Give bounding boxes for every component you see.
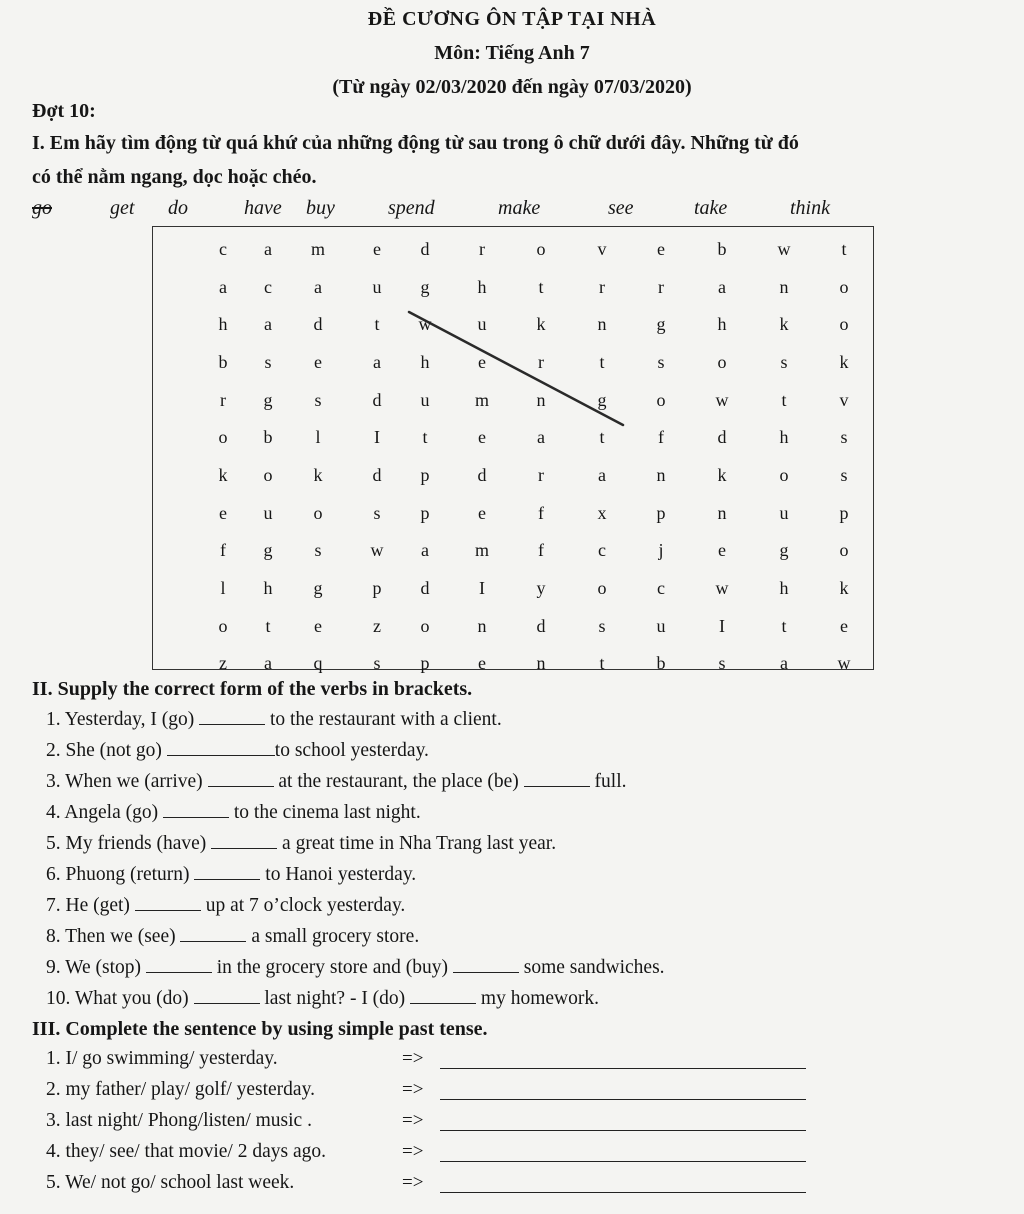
grid-cell: b (218, 352, 228, 372)
grid-cell: r (220, 390, 226, 410)
grid-cell: e (478, 352, 486, 372)
section1-instruction-cont: có thể nằm ngang, dọc hoặc chéo. (32, 166, 317, 188)
answer-line[interactable] (440, 1130, 806, 1131)
answer-blank[interactable] (163, 801, 229, 818)
grid-cell: g (656, 314, 666, 334)
grid-cell: l (220, 578, 226, 598)
question-item (46, 801, 421, 824)
sentence-prompt: 1. I/ go swimming/ yesterday. (46, 1048, 278, 1069)
answer-blank[interactable] (410, 987, 476, 1004)
grid-cell: w (715, 390, 729, 410)
grid-cell: c (598, 540, 606, 560)
document-title: ĐỀ CƯƠNG ÔN TẬP TẠI NHÀ (367, 8, 657, 30)
verb-word: buy (306, 197, 335, 219)
grid-cell: d (477, 465, 487, 485)
answer-line[interactable] (440, 1192, 806, 1193)
grid-cell: h (218, 314, 228, 334)
grid-cell: p (420, 465, 430, 485)
grid-cell: w (715, 578, 729, 598)
grid-cell: w (370, 540, 384, 560)
grid-cell: I (374, 427, 380, 447)
grid-cell: p (420, 503, 430, 523)
verb-word: get (110, 197, 135, 219)
question-item (46, 987, 599, 1010)
grid-cell: u (656, 616, 666, 636)
grid-cell: d (536, 616, 546, 636)
grid-cell: I (719, 616, 725, 636)
grid-cell: v (839, 390, 849, 410)
arrow-marker: => (402, 1079, 424, 1100)
batch-label: Đợt 10: (32, 100, 96, 122)
question-text: 6. Phuong (return) (46, 864, 195, 885)
grid-cell: v (597, 239, 607, 259)
grid-cell: k (717, 465, 727, 485)
grid-cell: h (263, 578, 273, 598)
grid-cell: e (840, 616, 848, 636)
grid-cell: a (421, 540, 429, 560)
section1-instruction: I. Em hãy tìm động từ quá khứ của những động từ sau trong ô chữ dưới đây. Những từ đó (32, 132, 799, 154)
question-text: to school yesterday. (274, 740, 429, 761)
grid-cell: d (717, 427, 727, 447)
sentence-prompt: 2. my father/ play/ golf/ yesterday. (46, 1079, 315, 1100)
grid-cell: g (263, 540, 273, 560)
grid-cell: w (418, 314, 432, 334)
grid-cell: c (264, 277, 272, 297)
word-search-grid (152, 226, 874, 673)
grid-cell: m (474, 390, 489, 410)
grid-cell: o (313, 503, 323, 523)
verb-word: see (608, 197, 634, 219)
grid-cell: p (656, 503, 666, 523)
grid-cell: d (420, 578, 430, 598)
sentence-prompt: 3. last night/ Phong/listen/ music . (46, 1110, 312, 1131)
grid-cell: a (373, 352, 381, 372)
grid-cell: u (420, 390, 430, 410)
verb-word: go (32, 197, 52, 219)
grid-cell: a (219, 277, 227, 297)
grid-cell: f (658, 427, 664, 447)
grid-cell: g (420, 277, 430, 297)
question-item (46, 894, 405, 917)
grid-cell: s (314, 540, 322, 560)
question-text: to the restaurant with a client. (265, 709, 502, 730)
grid-cell: o (597, 578, 607, 598)
question-text: some sandwiches. (518, 957, 665, 978)
grid-cell: u (477, 314, 487, 334)
grid-cell: o (779, 465, 789, 485)
grid-cell: n (536, 653, 546, 673)
grid-cell: s (718, 653, 726, 673)
grid-cell: t (599, 352, 605, 372)
grid-cell: p (420, 653, 430, 673)
grid-cell: p (372, 578, 382, 598)
grid-cell: n (477, 616, 487, 636)
grid-cell: y (536, 578, 546, 598)
grid-cell: d (372, 465, 382, 485)
grid-cell: m (474, 540, 489, 560)
question-text: in the grocery store and (buy) (211, 957, 453, 978)
verb-word: think (790, 197, 830, 219)
answer-blank[interactable] (194, 987, 260, 1004)
grid-cell: z (373, 616, 381, 636)
grid-cell: n (656, 465, 666, 485)
grid-cell: f (538, 540, 544, 560)
question-text: 7. He (get) (46, 895, 135, 916)
question-item (46, 739, 429, 762)
grid-cell: o (839, 540, 849, 560)
question-text: to Hanoi yesterday. (260, 864, 417, 885)
grid-cell: t (374, 314, 380, 334)
grid-cell: o (218, 616, 228, 636)
arrow-marker: => (402, 1141, 424, 1162)
grid-cell: t (781, 390, 787, 410)
grid-cell: a (264, 653, 272, 673)
grid-cell: n (597, 314, 607, 334)
grid-cell: s (373, 653, 381, 673)
sentence-prompt: 4. they/ see/ that movie/ 2 days ago. (46, 1141, 326, 1162)
grid-cell: h (477, 277, 487, 297)
verb-word: have (244, 197, 282, 219)
grid-cell: e (314, 616, 322, 636)
grid-cell: t (599, 427, 605, 447)
section3-heading: III. Complete the sentence by using simple past tense. (32, 1018, 488, 1040)
grid-cell: w (837, 653, 851, 673)
grid-cell: a (718, 277, 726, 297)
grid-cell: k (313, 465, 323, 485)
grid-cell: a (537, 427, 545, 447)
question-text: my homework. (476, 988, 599, 1009)
grid-cell: k (839, 578, 849, 598)
question-item (46, 708, 502, 731)
grid-cell: u (372, 277, 382, 297)
grid-cell: r (538, 352, 544, 372)
grid-cell: s (780, 352, 788, 372)
grid-cell: r (538, 465, 544, 485)
grid-cell: r (479, 239, 485, 259)
grid-cell: w (777, 239, 791, 259)
grid-cell: o (839, 277, 849, 297)
grid-cell: o (656, 390, 666, 410)
question-text: 2. She (not go) (46, 740, 167, 761)
grid-cell: f (220, 540, 226, 560)
grid-cell: t (781, 616, 787, 636)
answer-blank[interactable] (524, 770, 590, 787)
grid-cell: e (219, 503, 227, 523)
grid-cell: o (420, 616, 430, 636)
grid-cell: I (479, 578, 485, 598)
grid-cell: o (536, 239, 546, 259)
grid-cell: s (264, 352, 272, 372)
grid-cell: g (313, 578, 323, 598)
answer-blank[interactable] (146, 956, 212, 973)
question-text: 1. Yesterday, I (go) (46, 709, 200, 730)
grid-cell: r (658, 277, 664, 297)
answer-blank[interactable] (199, 708, 265, 725)
arrow-marker: => (402, 1172, 424, 1193)
arrow-marker: => (402, 1110, 424, 1131)
grid-cell: o (839, 314, 849, 334)
grid-cell: n (717, 503, 727, 523)
grid-cell: r (599, 277, 605, 297)
grid-cell: e (373, 239, 381, 259)
question-text: 3. When we (arrive) (46, 771, 208, 792)
grid-cell: n (779, 277, 789, 297)
grid-cell: k (839, 352, 849, 372)
grid-cell: m (310, 239, 325, 259)
grid-cell: t (538, 277, 544, 297)
grid-cell: b (717, 239, 727, 259)
grid-cell: t (599, 653, 605, 673)
grid-cell: s (840, 465, 848, 485)
answer-blank[interactable] (167, 739, 275, 756)
grid-cell: l (315, 427, 321, 447)
grid-cell: s (314, 390, 322, 410)
grid-cell: a (264, 314, 272, 334)
grid-cell: u (263, 503, 273, 523)
grid-cell: e (478, 427, 486, 447)
grid-cell: k (536, 314, 546, 334)
grid-cell: u (779, 503, 789, 523)
grid-cell: d (372, 390, 382, 410)
question-item (46, 770, 627, 793)
grid-cell: c (219, 239, 227, 259)
question-item (46, 956, 665, 979)
grid-cell: b (263, 427, 273, 447)
grid-cell: o (263, 465, 273, 485)
question-text: 10. What you (do) (46, 988, 194, 1009)
grid-cell: a (598, 465, 606, 485)
answer-line[interactable] (440, 1099, 806, 1100)
answer-blank[interactable] (194, 863, 260, 880)
grid-cell: k (779, 314, 789, 334)
arrow-marker: => (402, 1048, 424, 1069)
answer-blank[interactable] (211, 832, 277, 849)
grid-cell: e (657, 239, 665, 259)
question-text: last night? - I (do) (259, 988, 411, 1009)
grid-cell: c (657, 578, 665, 598)
answer-line[interactable] (440, 1068, 806, 1069)
grid-cell: f (538, 503, 544, 523)
grid-cell: d (420, 239, 430, 259)
grid-cell: s (840, 427, 848, 447)
question-text: 5. My friends (have) (46, 833, 212, 854)
answer-blank[interactable] (135, 894, 201, 911)
question-text: a great time in Nha Trang last year. (277, 833, 557, 854)
grid-cell: t (265, 616, 271, 636)
question-text: 8. Then we (see) (46, 926, 181, 947)
verb-word: spend (388, 197, 435, 219)
grid-cell: a (314, 277, 322, 297)
grid-cell: g (597, 390, 607, 410)
question-text: 4. Angela (go) (46, 802, 163, 823)
grid-cell: p (839, 503, 849, 523)
subject-line: Môn: Tiếng Anh 7 (434, 42, 590, 64)
grid-cell: d (313, 314, 323, 334)
question-item (46, 925, 419, 948)
date-range: (Từ ngày 02/03/2020 đến ngày 07/03/2020) (332, 76, 692, 98)
sentence-prompt: 5. We/ not go/ school last week. (46, 1172, 295, 1193)
verb-word: take (694, 197, 728, 219)
section2-heading: II. Supply the correct form of the verbs in brackets. (32, 678, 473, 700)
question-text: to the cinema last night. (228, 802, 421, 823)
question-text: a small grocery store. (246, 926, 420, 947)
question-item (46, 832, 556, 855)
question-text: 9. We (stop) (46, 957, 146, 978)
grid-cell: j (658, 540, 664, 560)
grid-cell: e (478, 503, 486, 523)
grid-cell: o (218, 427, 228, 447)
grid-cell: h (779, 427, 789, 447)
grid-cell: e (478, 653, 486, 673)
grid-cell: s (373, 503, 381, 523)
verb-word: do (168, 197, 188, 219)
grid-cell: h (717, 314, 727, 334)
question-text: at the restaurant, the place (be) (273, 771, 524, 792)
grid-cell: g (779, 540, 789, 560)
grid-cell: h (779, 578, 789, 598)
answer-blank[interactable] (453, 956, 519, 973)
grid-cell: t (841, 239, 847, 259)
answer-blank[interactable] (208, 770, 274, 787)
answer-line[interactable] (440, 1161, 806, 1162)
grid-cell: t (422, 427, 428, 447)
grid-cell: e (718, 540, 726, 560)
question-item (46, 863, 416, 886)
grid-cell: g (263, 390, 273, 410)
grid-cell: a (780, 653, 788, 673)
grid-cell: h (420, 352, 430, 372)
grid-cell: n (536, 390, 546, 410)
grid-cell: s (598, 616, 606, 636)
grid-cell: b (656, 653, 666, 673)
grid-cell: q (313, 653, 323, 673)
question-text: up at 7 o’clock yesterday. (200, 895, 406, 916)
grid-cell: e (314, 352, 322, 372)
grid-cell: x (597, 503, 607, 523)
grid-cell: s (657, 352, 665, 372)
question-text: full. (589, 771, 627, 792)
verb-word: make (498, 197, 541, 219)
grid-cell: a (264, 239, 272, 259)
grid-cell: z (219, 653, 227, 673)
answer-blank[interactable] (180, 925, 246, 942)
grid-cell: k (218, 465, 228, 485)
grid-cell: o (717, 352, 727, 372)
